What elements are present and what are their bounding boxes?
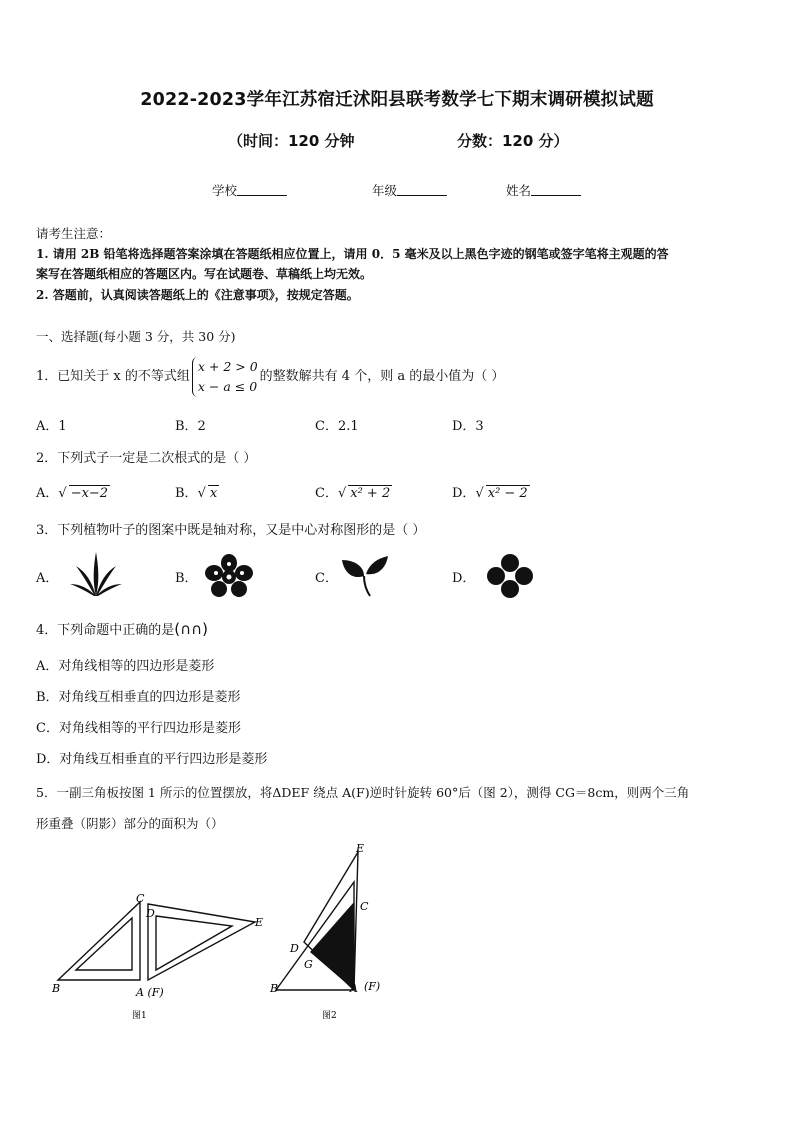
fig1-label-c: C	[136, 892, 145, 905]
notice-heading: 请考生注意：	[36, 226, 112, 241]
two-leaf-sprig-icon	[340, 552, 390, 598]
five-petal-flower-icon	[204, 553, 254, 599]
grass-leaves-icon	[68, 550, 124, 598]
question-3: 3．下列植物叶子的图案中既是轴对称，又是中心对称图形的是（ ）	[36, 523, 426, 538]
q2-radicand-d: x² − 2	[487, 486, 528, 501]
q1-option-d[interactable]: D．3	[452, 419, 484, 434]
q1-prefix: 1．已知关于 x 的不等式组	[36, 369, 190, 384]
four-heart-flower-icon	[486, 553, 534, 599]
shaded-overlap-region	[310, 902, 354, 990]
fig2-label-b: B	[270, 982, 279, 995]
inequality-2: x − a ≤ 0	[197, 378, 258, 394]
name-field	[506, 181, 581, 199]
fig1-label-b: B	[52, 982, 61, 995]
q2-option-c-label: C．	[315, 486, 338, 501]
fig2-label-f: (F)	[364, 980, 381, 993]
exam-score: 分数：120 分）	[457, 132, 569, 150]
page-title: 2022-2023学年江苏宿迁沭阳县联考数学七下期末调研模拟试题	[140, 90, 654, 110]
fig1-label-af: A (F)	[136, 986, 164, 999]
q1-option-c[interactable]: C．2.1	[315, 419, 359, 434]
inequality-system	[192, 357, 258, 397]
notice-item-1-line-1: 1. 请用 2B 铅笔将选择题答案涂填在答题纸相应位置上，请用 0．5 毫米及以上黑色字迹的钢笔或签字笔将主观题的答	[36, 247, 669, 261]
fig1-label-e: E	[255, 916, 264, 929]
notice-item-1-line-2: 案写在答题纸相应的答题区内。写在试题卷、草稿纸上均无效。	[36, 267, 373, 281]
q3-option-b-label[interactable]: B．	[175, 571, 198, 586]
q1-option-a[interactable]: A．1	[36, 419, 67, 434]
fig1-label-d: D	[146, 907, 155, 920]
school-blank	[237, 183, 287, 196]
q4-option-c[interactable]: C．对角线相等的平行四边形是菱形	[36, 721, 241, 736]
q2-option-b-label: B．	[175, 486, 198, 501]
q2-option-a-label: A．	[36, 486, 59, 501]
q3-option-a-label[interactable]: A．	[36, 571, 59, 586]
fig1-caption: 图1	[132, 1011, 147, 1021]
question-1	[36, 356, 504, 398]
school-label: 学校	[212, 183, 238, 198]
fig2-label-a: A	[350, 982, 358, 995]
q2-option-b[interactable]: B．√ x	[175, 486, 218, 501]
q4-option-b[interactable]: B．对角线互相垂直的四边形是菱形	[36, 690, 241, 705]
question-5-line-2: 形重叠（阴影）部分的面积为（）	[36, 816, 224, 831]
q3-option-d-label[interactable]: D．	[452, 571, 476, 586]
fig2-label-g: G	[304, 958, 313, 971]
q1-suffix: 的整数解共有 4 个，则 a 的最小值为（ ）	[259, 369, 505, 384]
figure-2-rotated-triangles	[262, 840, 412, 1030]
q4-stem: 4．下列命题中正确的是	[36, 623, 175, 638]
notice-item-2: 2. 答题前，认真阅读答题纸上的《注意事项》，按规定答题。	[36, 288, 359, 302]
grade-blank	[397, 183, 447, 196]
q2-radicand-c: x² + 2	[350, 486, 391, 501]
q1-option-b[interactable]: B．2	[175, 419, 206, 434]
q2-radicand-b: x	[209, 486, 218, 501]
q4-answer-paren: (∩∩)	[174, 620, 208, 638]
fig2-label-e: E	[356, 842, 365, 855]
question-5-line-1: 5．一副三角板按图 1 所示的位置摆放，将ΔDEF 绕点 A(F)逆时针旋转 60°后（图 2），测得 CG＝8cm，则两个三角	[36, 785, 690, 800]
school-field	[212, 181, 287, 199]
fig2-caption: 图2	[322, 1011, 337, 1021]
exam-time: （时间：120 分钟	[228, 132, 355, 150]
name-label: 姓名	[506, 183, 532, 198]
fig2-label-c: C	[360, 900, 369, 913]
q4-option-a[interactable]: A．对角线相等的四边形是菱形	[36, 659, 215, 674]
fig2-label-d: D	[290, 942, 299, 955]
q2-radicand-a: −x−2	[70, 486, 109, 501]
grade-field	[372, 181, 447, 199]
figure-1-triangles	[40, 860, 280, 1030]
name-blank	[531, 183, 581, 196]
q2-option-c[interactable]: C．√ x² + 2	[315, 486, 391, 501]
grade-label: 年级	[372, 183, 398, 198]
inequality-1: x + 2 > 0	[197, 358, 258, 374]
q2-option-d[interactable]: D．√ x² − 2	[452, 486, 528, 501]
q3-option-c-label[interactable]: C．	[315, 571, 338, 586]
question-4	[36, 619, 208, 638]
q4-option-d[interactable]: D．对角线互相垂直的平行四边形是菱形	[36, 752, 268, 767]
q2-option-d-label: D．	[452, 486, 476, 501]
question-2: 2．下列式子一定是二次根式的是（ ）	[36, 451, 257, 466]
section-1-heading: 一、选择题(每小题 3 分，共 30 分)	[36, 329, 236, 344]
q2-option-a[interactable]: A．√ −x−2	[36, 486, 109, 501]
